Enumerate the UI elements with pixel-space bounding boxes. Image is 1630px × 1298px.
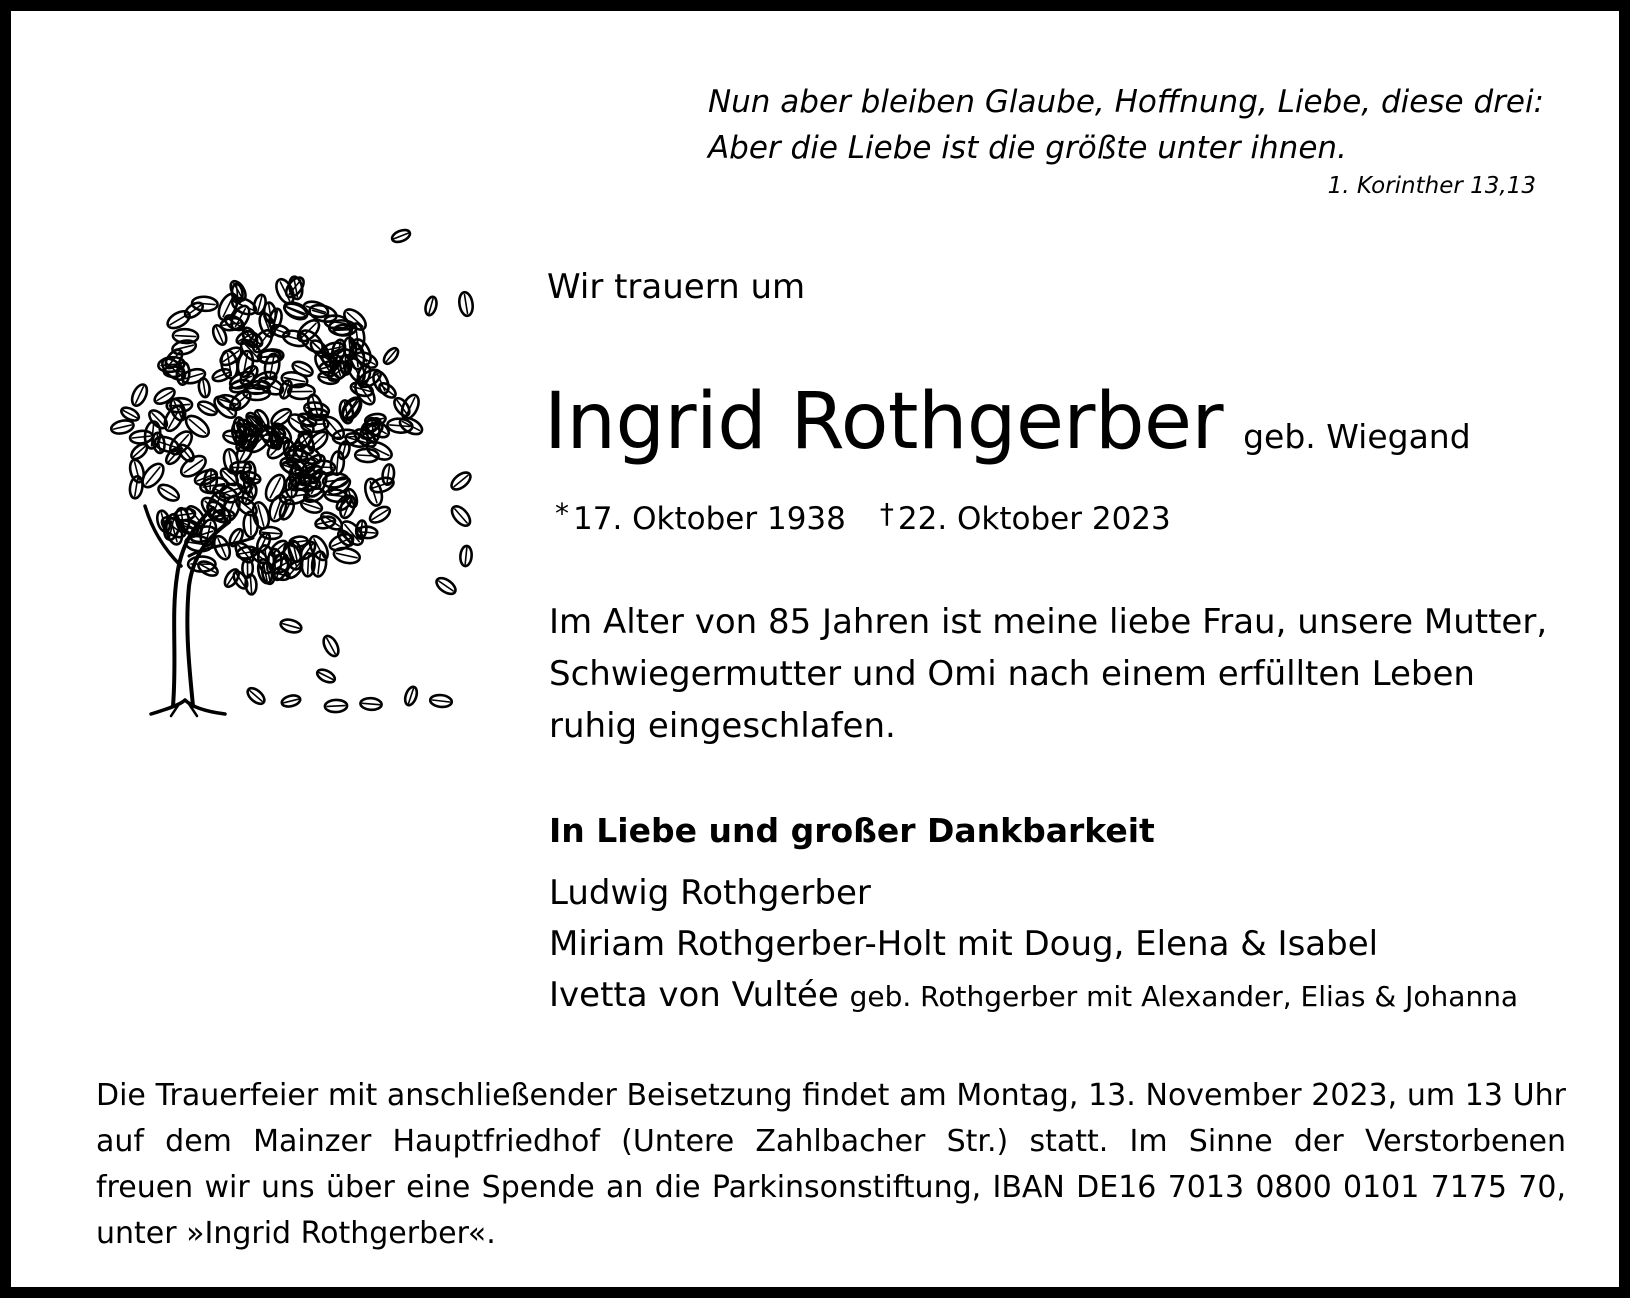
notice-line-3: freuen wir uns über eine Spende an die Parkinsonstiftung, IBAN DE16 7013 0800 0101 7175 70,: [96, 1170, 1566, 1205]
notice-line-1: Die Trauerfeier mit anschließender Beisetzung findet am Montag, 13. November 2023, um 13 Uhr: [96, 1078, 1566, 1113]
deceased-heading: [544, 377, 1471, 467]
mourner-1: Ludwig Rothgerber: [549, 873, 871, 913]
notice-line-2: auf dem Mainzer Hauptfriedhof (Untere Zahlbacher Str.) statt. Im Sinne der Verstorbenen: [96, 1124, 1566, 1159]
funeral-notice: [96, 1073, 1566, 1257]
verse-line-2: Aber die Liebe ist die größte unter ihnen.: [707, 130, 1347, 166]
intro-text: Wir trauern um: [547, 267, 806, 307]
bible-verse: [708, 79, 1544, 171]
message-line-3: ruhig eingeschlafen.: [549, 706, 896, 746]
notice-line-4: unter »Ingrid Rothgerber«.: [96, 1216, 496, 1251]
windblown-tree-icon: [81, 226, 511, 756]
gratitude-heading: In Liebe und großer Dankbarkeit: [549, 811, 1155, 850]
deceased-name: Ingrid Rothgerber: [544, 377, 1224, 467]
life-dates: [555, 497, 1171, 537]
death-symbol: †: [879, 497, 894, 530]
death-date: 22. Oktober 2023: [897, 501, 1171, 537]
mourner-2: Miriam Rothgerber-Holt mit Doug, Elena & Isabel: [549, 924, 1379, 964]
birth-date: 17. Oktober 1938: [573, 501, 846, 537]
birth-symbol: *: [555, 497, 569, 530]
message-line-1: Im Alter von 85 Jahren ist meine liebe Frau, unsere Mutter,: [549, 602, 1548, 642]
birth-name: geb. Wiegand: [1243, 417, 1471, 456]
announcement-text: [549, 596, 1547, 752]
mourners-list: [549, 868, 1518, 1022]
mourner-3-details: geb. Rothgerber mit Alexander, Elias & Johanna: [849, 980, 1519, 1013]
message-line-2: Schwiegermutter und Omi nach einem erfüllten Leben: [549, 654, 1475, 694]
verse-reference: 1. Korinther 13,13: [1327, 173, 1536, 199]
mourner-3-name: Ivetta von Vultée: [549, 975, 839, 1015]
verse-line-1: Nun aber bleiben Glaube, Hoffnung, Liebe, diese drei:: [707, 84, 1544, 120]
mourner-3: [549, 970, 1518, 1022]
